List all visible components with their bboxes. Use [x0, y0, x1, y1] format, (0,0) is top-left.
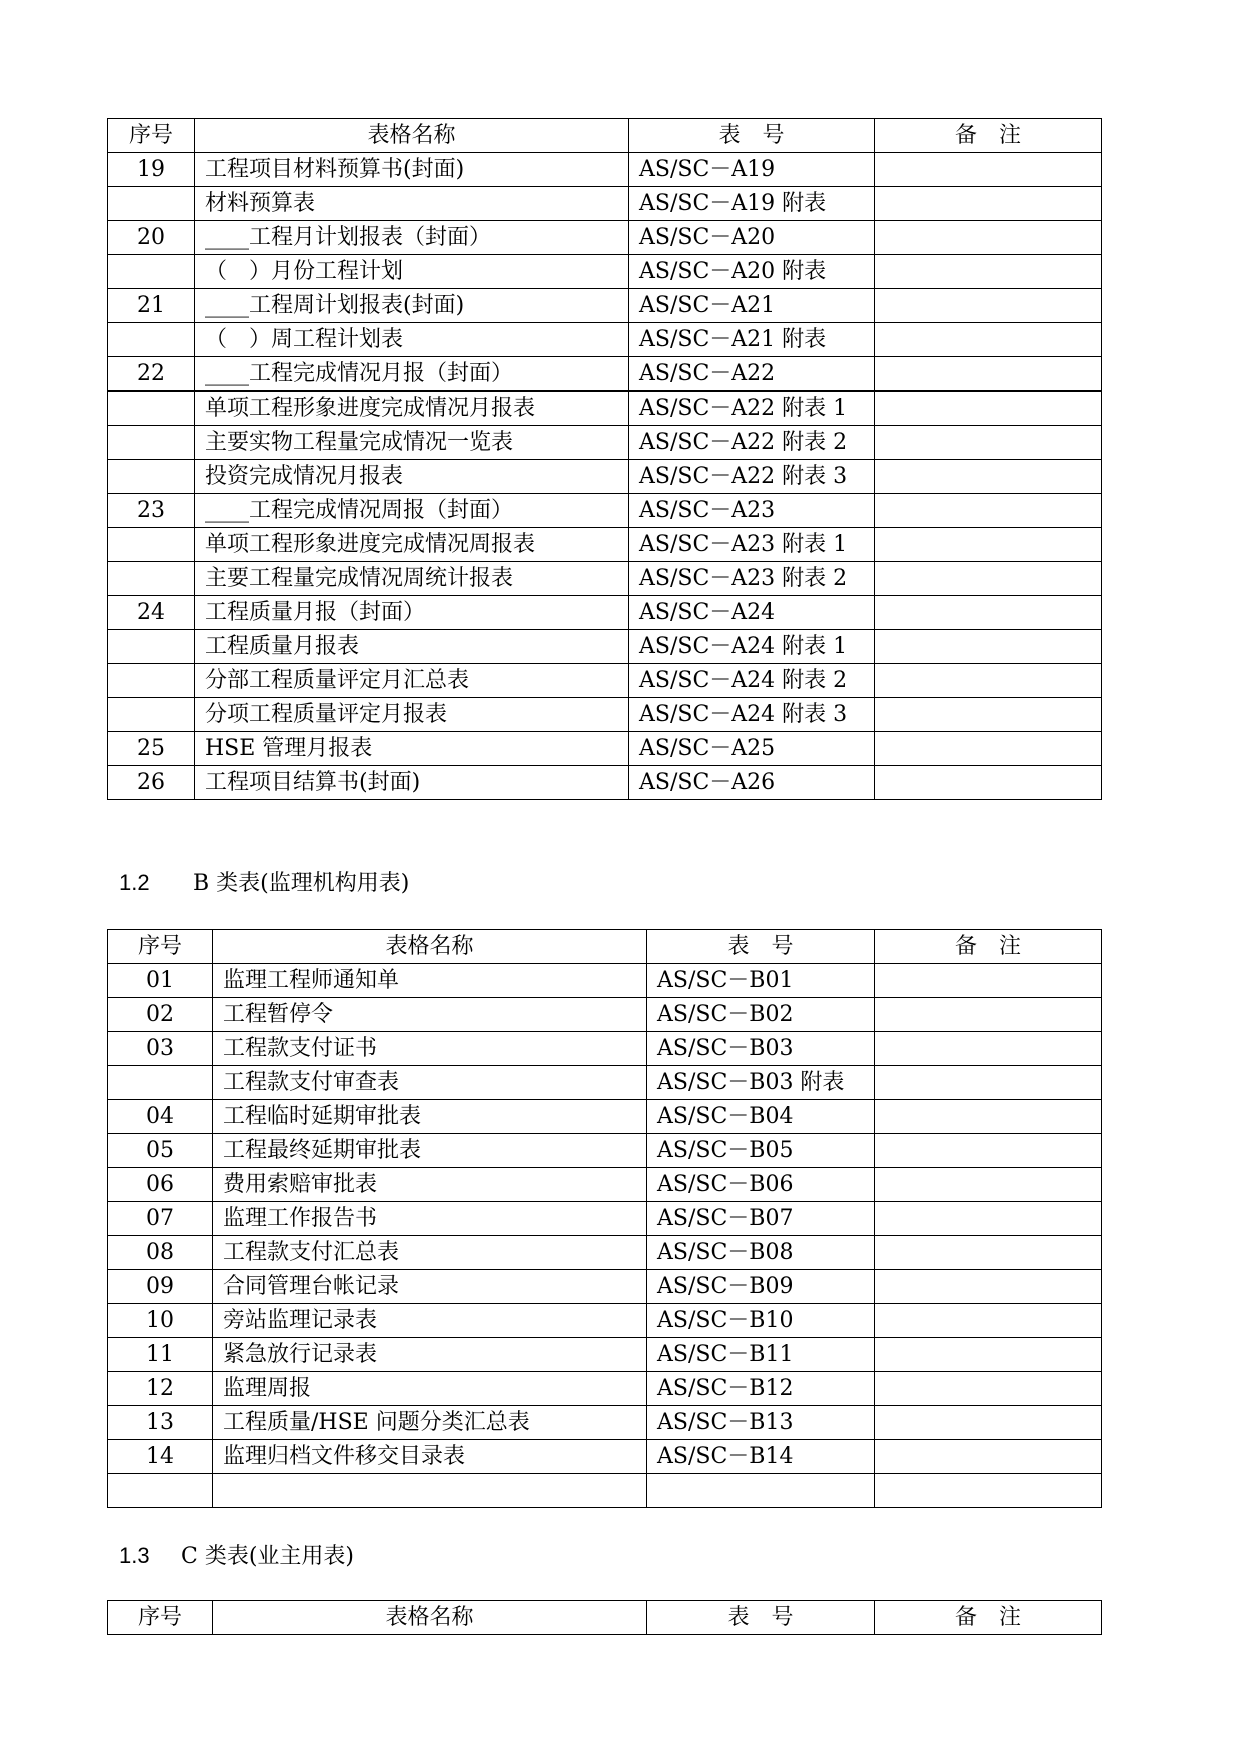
row-form-name: 工程最终延期审批表 — [213, 1134, 647, 1168]
table-row — [108, 460, 1102, 494]
row-form-name: 工程临时延期审批表 — [213, 1100, 647, 1134]
row-seq: 07 — [108, 1202, 213, 1236]
table-row — [108, 323, 1102, 357]
table-row — [108, 1134, 1102, 1168]
table-row — [108, 1032, 1102, 1066]
row-form-code: AS/SC－A24 — [629, 596, 875, 630]
row-form-code: AS/SC－A20 — [629, 221, 875, 255]
header-seq: 序号 — [108, 1601, 213, 1635]
row-form-code: AS/SC－A24 附表 1 — [629, 630, 875, 664]
row-form-name: 费用索赔审批表 — [213, 1168, 647, 1202]
row-remark — [875, 664, 1102, 698]
table-row — [108, 732, 1102, 766]
row-form-code: AS/SC－B03 附表 — [647, 1066, 875, 1100]
row-remark — [875, 460, 1102, 494]
table-row — [108, 1338, 1102, 1372]
row-form-code: AS/SC－A23 附表 2 — [629, 562, 875, 596]
row-remark — [875, 698, 1102, 732]
row-form-name: 分项工程质量评定月报表 — [195, 698, 629, 732]
row-form-code: AS/SC－B05 — [647, 1134, 875, 1168]
row-remark — [875, 1372, 1102, 1406]
row-remark — [875, 1032, 1102, 1066]
row-form-name: 单项工程形象进度完成情况周报表 — [195, 528, 629, 562]
row-form-code: AS/SC－B11 — [647, 1338, 875, 1372]
row-form-code: AS/SC－A23 — [629, 494, 875, 528]
row-form-code: AS/SC－B08 — [647, 1236, 875, 1270]
row-seq: 10 — [108, 1304, 213, 1338]
header-seq: 序号 — [108, 930, 213, 964]
row-form-code: AS/SC－B06 — [647, 1168, 875, 1202]
row-seq — [108, 630, 195, 664]
table-row — [108, 1236, 1102, 1270]
row-form-name: ____工程完成情况月报（封面） — [195, 357, 629, 392]
table-row — [108, 391, 1102, 426]
row-seq — [108, 528, 195, 562]
row-seq: 21 — [108, 289, 195, 323]
row-form-name: 工程质量/HSE 问题分类汇总表 — [213, 1406, 647, 1440]
row-form-code: AS/SC－B10 — [647, 1304, 875, 1338]
table-b — [107, 929, 1102, 1508]
table-row — [108, 998, 1102, 1032]
row-form-name: 紧急放行记录表 — [213, 1338, 647, 1372]
table-row — [108, 426, 1102, 460]
section-heading-b — [119, 866, 409, 897]
row-form-name: 工程款支付审查表 — [213, 1066, 647, 1100]
row-seq — [108, 562, 195, 596]
row-form-name: （ ）月份工程计划 — [195, 255, 629, 289]
row-remark — [875, 596, 1102, 630]
row-seq — [108, 323, 195, 357]
row-remark — [875, 1304, 1102, 1338]
table-row — [108, 187, 1102, 221]
row-form-name: 监理工作报告书 — [213, 1202, 647, 1236]
table-row — [108, 221, 1102, 255]
row-seq — [108, 1066, 213, 1100]
table-row — [108, 528, 1102, 562]
table-header-row — [108, 119, 1102, 153]
row-remark — [875, 1134, 1102, 1168]
row-form-name: 材料预算表 — [195, 187, 629, 221]
row-form-code: AS/SC－B09 — [647, 1270, 875, 1304]
table-row — [108, 1270, 1102, 1304]
row-seq — [108, 460, 195, 494]
row-form-code: AS/SC－B01 — [647, 964, 875, 998]
section-title: C 类表(业主用表) — [181, 1544, 354, 1569]
row-form-code: AS/SC－A21 — [629, 289, 875, 323]
table-row — [108, 153, 1102, 187]
section-number: 1.2 — [119, 870, 150, 895]
row-remark — [875, 289, 1102, 323]
table-row — [108, 630, 1102, 664]
row-form-code — [647, 1474, 875, 1508]
table-row — [108, 1066, 1102, 1100]
table-header-row — [108, 1601, 1102, 1635]
table-row — [108, 1304, 1102, 1338]
row-remark — [875, 964, 1102, 998]
table-row — [108, 562, 1102, 596]
row-form-code: AS/SC－B03 — [647, 1032, 875, 1066]
row-seq — [108, 426, 195, 460]
row-remark — [875, 426, 1102, 460]
row-form-code: AS/SC－A25 — [629, 732, 875, 766]
row-form-name: 监理工程师通知单 — [213, 964, 647, 998]
row-seq: 01 — [108, 964, 213, 998]
header-form-code: 表 号 — [647, 1601, 875, 1635]
table-row — [108, 964, 1102, 998]
header-remark: 备 注 — [875, 119, 1102, 153]
row-form-name: 工程项目结算书(封面) — [195, 766, 629, 800]
table-a — [107, 118, 1102, 800]
row-seq: 04 — [108, 1100, 213, 1134]
row-form-name: 合同管理台帐记录 — [213, 1270, 647, 1304]
row-form-name: 主要实物工程量完成情况一览表 — [195, 426, 629, 460]
row-form-name: 工程款支付汇总表 — [213, 1236, 647, 1270]
section-title: B 类表(监理机构用表) — [193, 871, 410, 896]
row-form-code: AS/SC－A22 附表 2 — [629, 426, 875, 460]
row-seq: 19 — [108, 153, 195, 187]
header-remark: 备 注 — [875, 930, 1102, 964]
row-form-name: 监理归档文件移交目录表 — [213, 1440, 647, 1474]
section-heading-c — [119, 1539, 354, 1570]
row-seq: 20 — [108, 221, 195, 255]
table-row — [108, 494, 1102, 528]
row-seq: 11 — [108, 1338, 213, 1372]
row-seq: 26 — [108, 766, 195, 800]
row-form-code: AS/SC－A26 — [629, 766, 875, 800]
row-seq: 09 — [108, 1270, 213, 1304]
row-remark — [875, 323, 1102, 357]
row-form-code: AS/SC－A22 附表 1 — [629, 391, 875, 426]
row-remark — [875, 1236, 1102, 1270]
table-row — [108, 664, 1102, 698]
row-seq: 24 — [108, 596, 195, 630]
row-seq: 06 — [108, 1168, 213, 1202]
row-seq — [108, 187, 195, 221]
row-remark — [875, 255, 1102, 289]
row-form-name: ____工程周计划报表(封面) — [195, 289, 629, 323]
table-row — [108, 1168, 1102, 1202]
row-form-code: AS/SC－A19 — [629, 153, 875, 187]
row-form-code: AS/SC－B04 — [647, 1100, 875, 1134]
row-form-name: （ ）周工程计划表 — [195, 323, 629, 357]
row-remark — [875, 1440, 1102, 1474]
table-row — [108, 1474, 1102, 1508]
row-remark — [875, 1066, 1102, 1100]
row-remark — [875, 998, 1102, 1032]
row-form-name: 单项工程形象进度完成情况月报表 — [195, 391, 629, 426]
row-seq: 13 — [108, 1406, 213, 1440]
row-form-code: AS/SC－A20 附表 — [629, 255, 875, 289]
row-form-code: AS/SC－A22 — [629, 357, 875, 392]
row-seq: 02 — [108, 998, 213, 1032]
row-remark — [875, 1270, 1102, 1304]
row-remark — [875, 153, 1102, 187]
table-c — [107, 1600, 1102, 1635]
row-remark — [875, 630, 1102, 664]
row-form-name — [213, 1474, 647, 1508]
row-seq: 08 — [108, 1236, 213, 1270]
row-remark — [875, 221, 1102, 255]
row-form-name: 旁站监理记录表 — [213, 1304, 647, 1338]
row-seq: 23 — [108, 494, 195, 528]
row-form-code: AS/SC－A22 附表 3 — [629, 460, 875, 494]
row-form-code: AS/SC－B07 — [647, 1202, 875, 1236]
row-seq — [108, 664, 195, 698]
section-number: 1.3 — [119, 1543, 150, 1568]
row-seq: 03 — [108, 1032, 213, 1066]
row-form-name: 工程暂停令 — [213, 998, 647, 1032]
row-remark — [875, 1168, 1102, 1202]
row-seq: 14 — [108, 1440, 213, 1474]
table-row — [108, 1406, 1102, 1440]
row-seq — [108, 255, 195, 289]
row-seq — [108, 391, 195, 426]
row-remark — [875, 1202, 1102, 1236]
header-remark: 备 注 — [875, 1601, 1102, 1635]
row-form-name: 分部工程质量评定月汇总表 — [195, 664, 629, 698]
row-form-name: 主要工程量完成情况周统计报表 — [195, 562, 629, 596]
header-seq: 序号 — [108, 119, 195, 153]
row-remark — [875, 494, 1102, 528]
header-form-name: 表格名称 — [213, 930, 647, 964]
table-row — [108, 1372, 1102, 1406]
row-seq: 25 — [108, 732, 195, 766]
table-row — [108, 289, 1102, 323]
row-remark — [875, 357, 1102, 392]
row-remark — [875, 1100, 1102, 1134]
row-form-code: AS/SC－A24 附表 3 — [629, 698, 875, 732]
row-form-code: AS/SC－B13 — [647, 1406, 875, 1440]
row-seq: 22 — [108, 357, 195, 392]
row-remark — [875, 528, 1102, 562]
row-remark — [875, 391, 1102, 426]
table-row — [108, 1440, 1102, 1474]
row-form-code: AS/SC－B14 — [647, 1440, 875, 1474]
row-seq — [108, 1474, 213, 1508]
row-remark — [875, 562, 1102, 596]
row-remark — [875, 1406, 1102, 1440]
table-row — [108, 1202, 1102, 1236]
row-remark — [875, 1474, 1102, 1508]
row-form-code: AS/SC－A23 附表 1 — [629, 528, 875, 562]
header-form-code: 表 号 — [647, 930, 875, 964]
row-remark — [875, 766, 1102, 800]
row-form-code: AS/SC－A21 附表 — [629, 323, 875, 357]
row-remark — [875, 1338, 1102, 1372]
table-row — [108, 357, 1102, 392]
row-remark — [875, 187, 1102, 221]
table-row — [108, 766, 1102, 800]
table-row — [108, 698, 1102, 732]
table-row — [108, 596, 1102, 630]
table-header-row — [108, 930, 1102, 964]
header-form-name: 表格名称 — [213, 1601, 647, 1635]
row-seq: 05 — [108, 1134, 213, 1168]
row-form-code: AS/SC－A19 附表 — [629, 187, 875, 221]
row-form-name: ____工程完成情况周报（封面） — [195, 494, 629, 528]
row-form-name: ____工程月计划报表（封面） — [195, 221, 629, 255]
header-form-code: 表 号 — [629, 119, 875, 153]
row-form-name: 工程质量月报表 — [195, 630, 629, 664]
row-form-name: 工程质量月报（封面） — [195, 596, 629, 630]
table-row — [108, 255, 1102, 289]
row-form-name: 工程款支付证书 — [213, 1032, 647, 1066]
table-row — [108, 1100, 1102, 1134]
row-form-name: HSE 管理月报表 — [195, 732, 629, 766]
row-remark — [875, 732, 1102, 766]
row-form-name: 监理周报 — [213, 1372, 647, 1406]
row-form-code: AS/SC－B02 — [647, 998, 875, 1032]
row-seq: 12 — [108, 1372, 213, 1406]
row-seq — [108, 698, 195, 732]
row-form-code: AS/SC－A24 附表 2 — [629, 664, 875, 698]
row-form-code: AS/SC－B12 — [647, 1372, 875, 1406]
row-form-name: 工程项目材料预算书(封面) — [195, 153, 629, 187]
header-form-name: 表格名称 — [195, 119, 629, 153]
row-form-name: 投资完成情况月报表 — [195, 460, 629, 494]
